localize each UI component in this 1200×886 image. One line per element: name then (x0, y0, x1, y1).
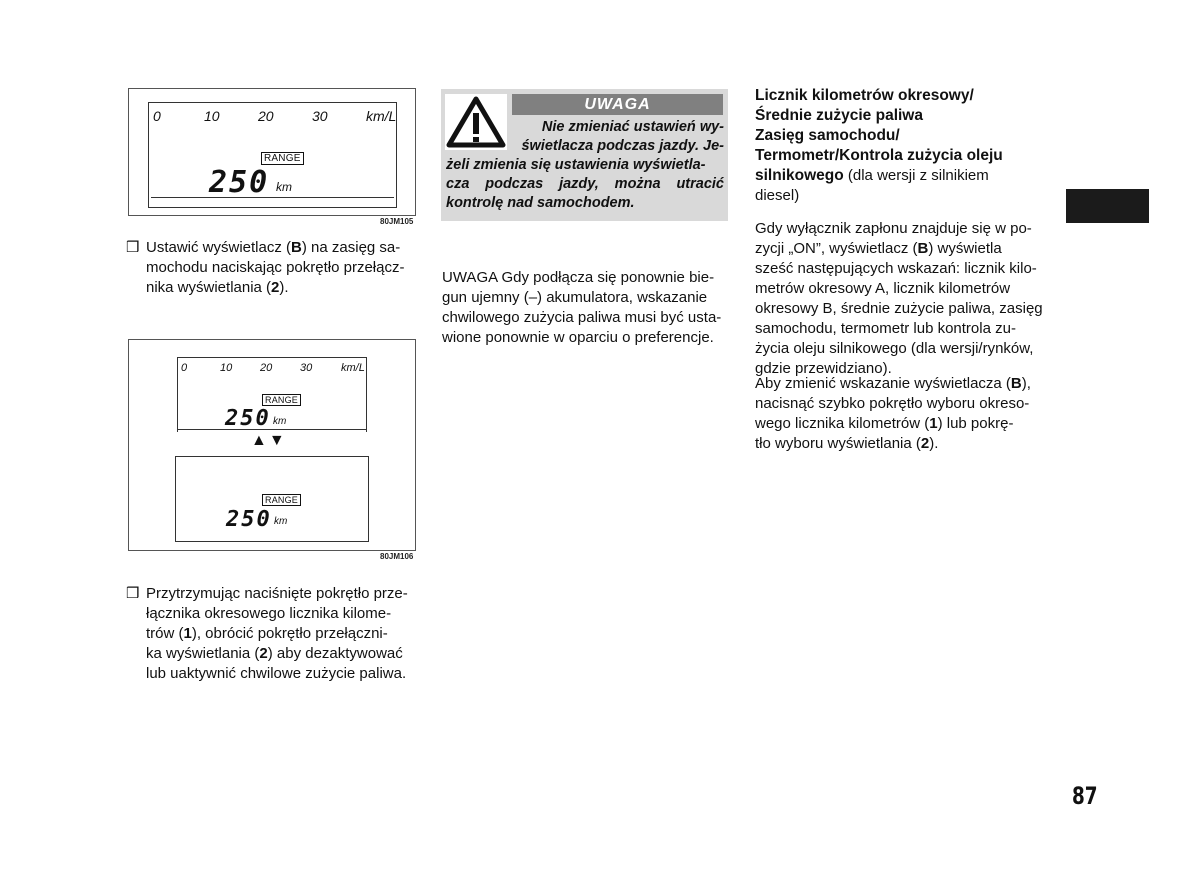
note-line: gun ujemny (–) akumulatora, wskazanie (442, 289, 708, 306)
note-line: chwilowego zużycia paliwa musi być usta- (442, 309, 722, 326)
lcd-divider (178, 429, 366, 430)
range-badge: RANGE (261, 152, 304, 165)
scale-unit: km/L (341, 362, 365, 374)
paragraph-line: wego licznika kilometrów (1) lub pokrę- (755, 415, 1014, 432)
warning-line: świetlacza podczas jazdy. Je- (521, 138, 724, 154)
warning-box (441, 89, 728, 221)
note-line: UWAGA Gdy podłącza się ponownie bie- (442, 269, 715, 286)
checkbox-bullet-icon: ❒ (126, 239, 140, 256)
paragraph-change-display (755, 374, 1045, 454)
lcd-display (148, 102, 397, 208)
range-unit: km (276, 180, 292, 194)
instruction-line: łącznika okresowego licznika kilome- (146, 605, 392, 622)
instruction-line: Przytrzymując naciśnięte pokrętło prze- (146, 585, 408, 602)
instruction-line: ka wyświetlania (2) aby dezaktywować (146, 645, 403, 662)
instruction-line: mochodu naciskając pokrętło przełącz- (146, 259, 405, 276)
heading-note: (dla wersji z silnikiem (843, 167, 989, 184)
paragraph-ignition (755, 219, 1045, 379)
range-unit: km (274, 516, 288, 527)
warning-title: UWAGA (512, 94, 723, 115)
range-unit: km (273, 416, 287, 427)
paragraph-line: życia oleju silnikowego (dla wersji/rynków, (755, 340, 1034, 357)
instruction-item (126, 238, 416, 298)
paragraph-line: metrów okresowy A, licznik kilometrów (755, 280, 1011, 297)
paragraph-line: nacisnąć szybko pokrętło wyboru okreso- (755, 395, 1030, 412)
paragraph-line: gdzie przewidziano). (755, 360, 892, 377)
heading-line (755, 166, 1055, 186)
lcd-lower (175, 456, 369, 542)
page-number: 87 (1072, 782, 1098, 810)
range-badge: RANGE (262, 394, 301, 406)
warning-triangle-icon (445, 94, 507, 150)
instruction-line: nika wyświetlania (2). (146, 279, 289, 296)
range-badge: RANGE (262, 494, 301, 506)
scale-label: 10 (204, 108, 220, 124)
up-down-arrows-icon: ▲▼ (251, 432, 287, 449)
scale-label: 20 (258, 108, 274, 124)
heading-line: Licznik kilometrów okresowy/ (755, 87, 974, 104)
heading-line: Termometr/Kontrola zużycia oleju (755, 147, 1003, 164)
range-value: 250 (209, 165, 270, 200)
instruction-line: lub uaktywnić chwilowe zużycie paliwa. (146, 665, 407, 682)
section-thumb-tab (1066, 189, 1149, 223)
warning-line: żeli zmienia się ustawienia wyświetla- (446, 157, 706, 173)
paragraph-line: samochodu, termometr lub kontrola zu- (755, 320, 1016, 337)
scale-label: 0 (181, 362, 188, 374)
lcd-divider (151, 197, 394, 198)
figure-code: 80JM105 (380, 217, 414, 226)
range-value: 250 (226, 507, 272, 532)
figure-display-range (128, 88, 416, 216)
paragraph-line: okresowy B, średnie zużycie paliwa, zasięg (755, 300, 1043, 317)
scale-label: 20 (260, 362, 273, 374)
paragraph-line: Aby zmienić wskazanie wyświetlacza (B), (755, 375, 1031, 392)
range-value: 250 (225, 406, 271, 431)
scale-label: 0 (153, 108, 161, 124)
paragraph-line: Gdy wyłącznik zapłonu znajduje się w po- (755, 220, 1032, 237)
heading-line: Średnie zużycie paliwa (755, 107, 923, 124)
heading-line: diesel) (755, 187, 800, 204)
lcd-upper (177, 357, 367, 432)
figure-code: 80JM106 (380, 552, 414, 561)
heading-bold-word: silnikowego (755, 167, 844, 184)
scale-label: 30 (312, 108, 328, 124)
battery-note (442, 268, 730, 348)
warning-line: cza podczas jazdy, można utracić (446, 176, 724, 192)
instruction-item (126, 584, 418, 684)
note-line: wione ponownie w oparciu o preferencje. (442, 329, 714, 346)
section-heading (755, 86, 1055, 206)
instruction-line: trów (1), obrócić pokrętło przełączni- (146, 625, 388, 642)
paragraph-line: zycji „ON”, wyświetlacz (B) wyświetla (755, 240, 1002, 257)
scale-unit: km/L (366, 108, 397, 124)
heading-line: Zasięg samochodu/ (755, 127, 900, 144)
warning-line: kontrolę nad samochodem. (446, 195, 635, 211)
instruction-line: Ustawić wyświetlacz (B) na zasięg sa- (146, 239, 401, 256)
paragraph-line: tło wyboru wyświetlania (2). (755, 435, 939, 452)
warning-line: Nie zmieniać ustawień wy- (541, 119, 724, 135)
scale-label: 30 (300, 362, 313, 374)
scale-label: 10 (220, 362, 233, 374)
checkbox-bullet-icon: ❒ (126, 585, 140, 602)
paragraph-line: sześć następujących wskazań: licznik kilo- (755, 260, 1037, 277)
figure-display-toggle (128, 339, 416, 551)
